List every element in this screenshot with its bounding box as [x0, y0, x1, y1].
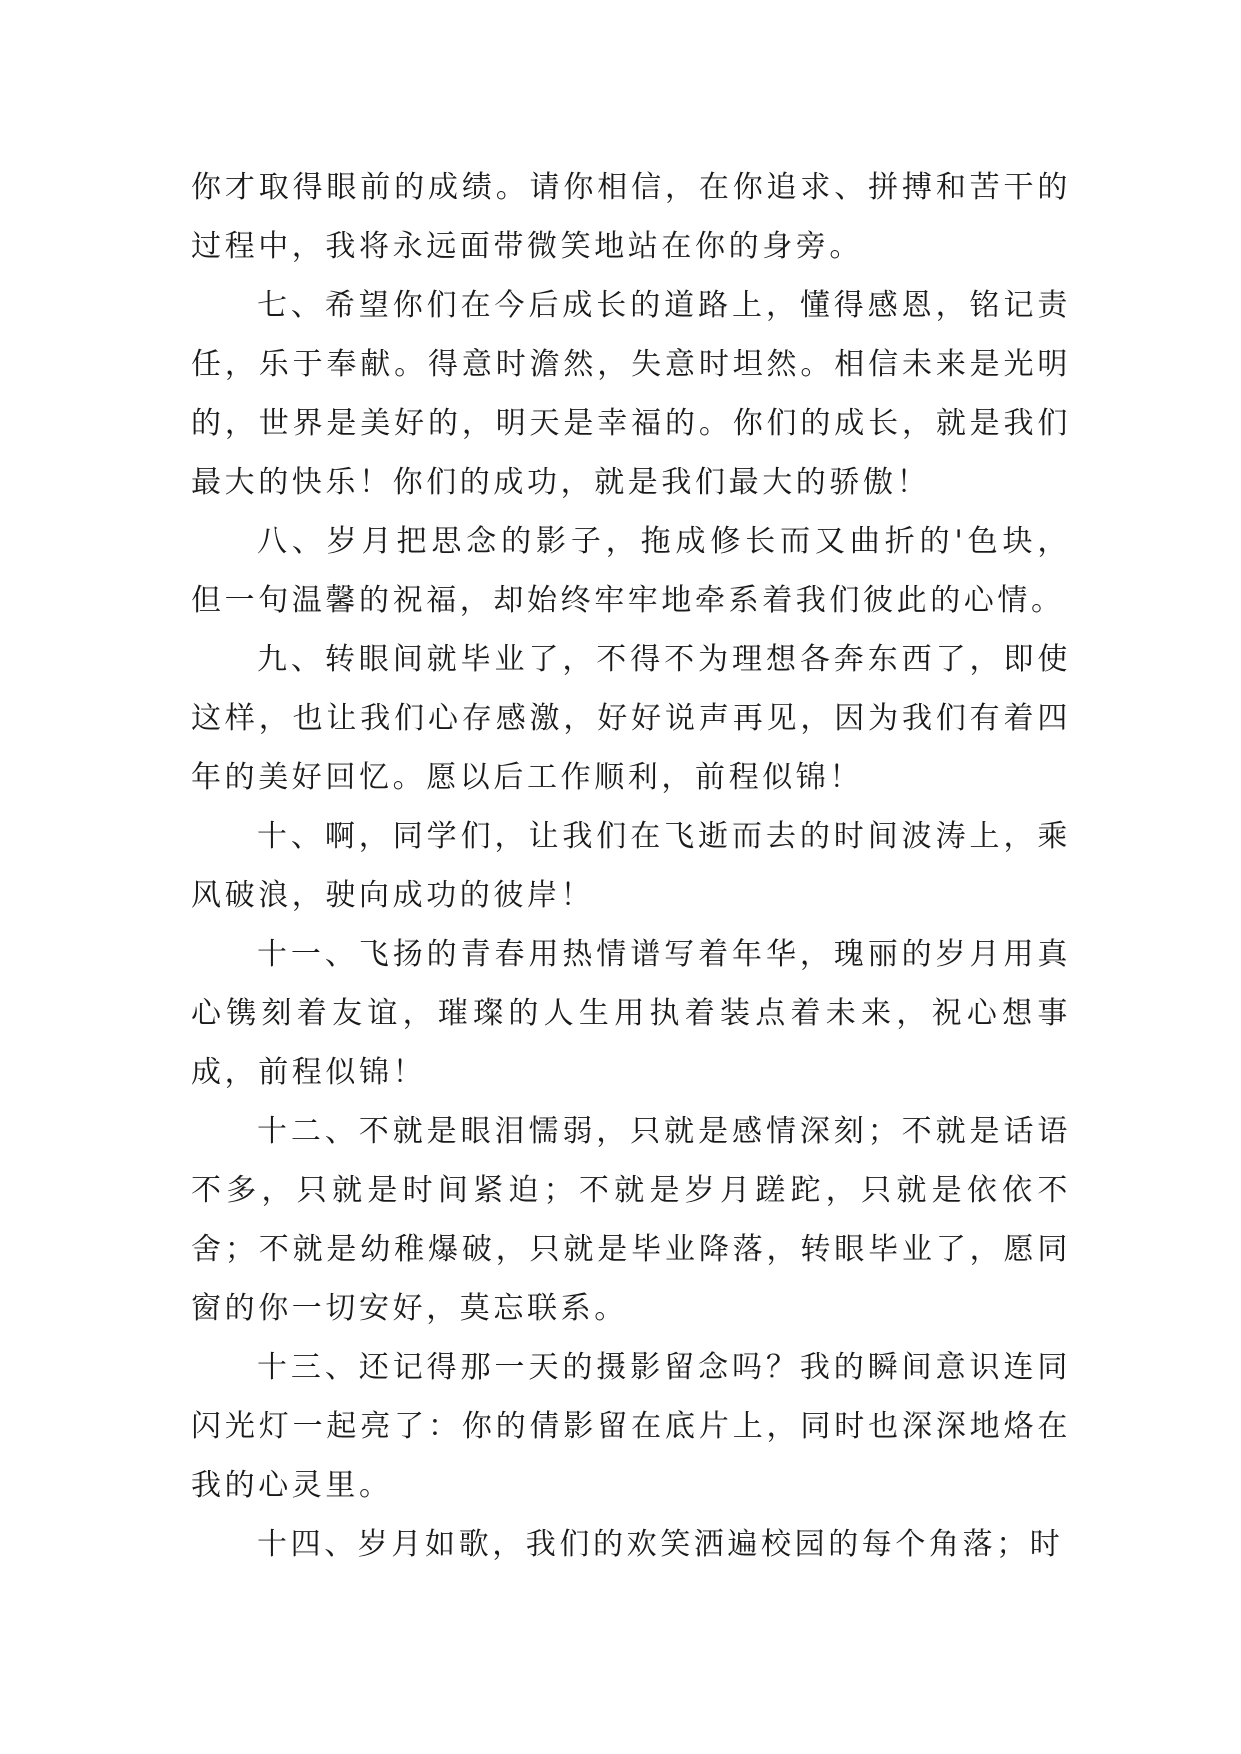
paragraph-11: 十一、飞扬的青春用热情谱写着年华，瑰丽的岁月用真心镌刻着友谊，璀璨的人生用执着装点着未来，祝心想事成，前程似锦！ — [191, 937, 1071, 1090]
paragraph-14: 十四、岁月如歌，我们的欢笑洒遍校园的每个角落；时 — [257, 1527, 1064, 1562]
paragraph-continuation: 你才取得眼前的成绩。请你相信，在你追求、拼搏和苦干的过程中，我将永远面带微笑地站在你的身旁。 — [191, 170, 1071, 264]
paragraph-9: 九、转眼间就毕业了，不得不为理想各奔东西了，即使这样，也让我们心存感激，好好说声再见，因为我们有着四年的美好回忆。愿以后工作顺利，前程似锦！ — [191, 642, 1071, 795]
paragraph-10: 十、啊，同学们，让我们在飞逝而去的时间波涛上，乘风破浪，驶向成功的彼岸！ — [191, 819, 1071, 913]
document-body — [191, 158, 1071, 1574]
paragraph-12: 十二、不就是眼泪懦弱，只就是感情深刻；不就是话语不多，只就是时间紧迫；不就是岁月蹉跎，只就是依依不舍；不就是幼稚爆破，只就是毕业降落，转眼毕业了，愿同窗的你一切安好，莫忘联系。 — [191, 1114, 1071, 1326]
paragraph-8: 八、岁月把思念的影子，拖成修长而又曲折的'色块，但一句温馨的祝福，却始终牢牢地牵系着我们彼此的心情。 — [191, 524, 1071, 618]
paragraph-13: 十三、还记得那一天的摄影留念吗？我的瞬间意识连同闪光灯一起亮了：你的倩影留在底片上，同时也深深地烙在我的心灵里。 — [191, 1350, 1071, 1503]
paragraph-7: 七、希望你们在今后成长的道路上，懂得感恩，铭记责任，乐于奉献。得意时澹然，失意时坦然。相信未来是光明的，世界是美好的，明天是幸福的。你们的成长，就是我们最大的快乐！你们的成功，就是我们最大的骄傲！ — [191, 288, 1071, 500]
